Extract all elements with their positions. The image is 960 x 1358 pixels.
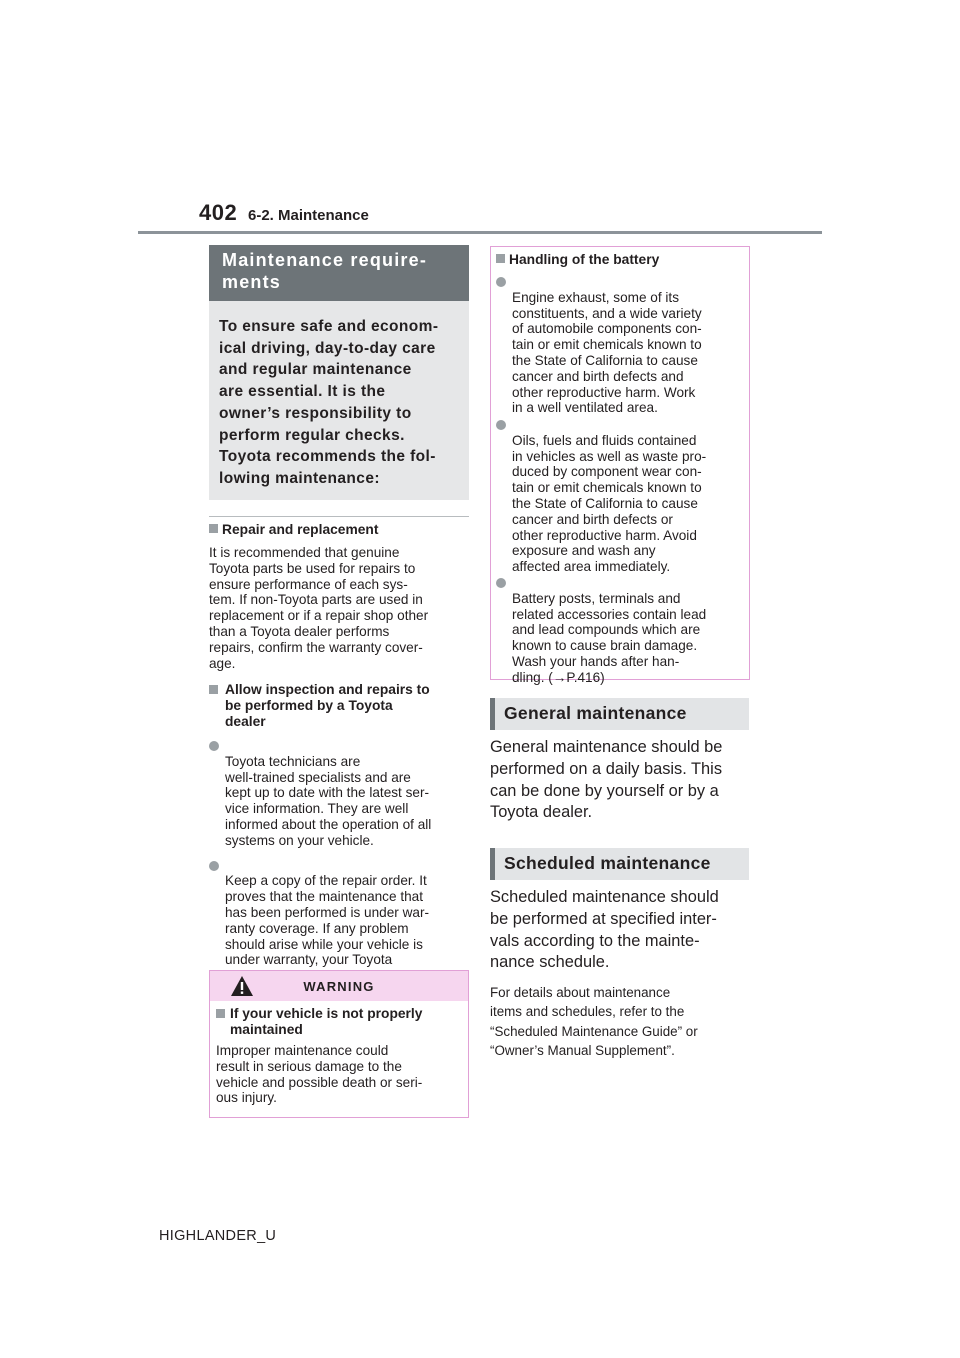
inspection-heading: Allow inspection and repairs to be performed by a Toyota dealer xyxy=(209,682,469,730)
warning-title: WARNING xyxy=(303,979,375,994)
maintenance-requirements-title: Maintenance require- ments xyxy=(222,250,428,292)
general-maintenance-title: General maintenance xyxy=(504,703,687,723)
warning-header xyxy=(210,971,468,1001)
footer-model: HIGHLANDER_U xyxy=(159,1228,277,1244)
battery-box xyxy=(490,246,750,685)
divider xyxy=(209,516,469,517)
bullet-dot-icon xyxy=(496,277,506,287)
scheduled-maintenance-text: Scheduled maintenance should be performed at specified inter- vals according to the mainte- nance schedule. xyxy=(490,888,719,972)
list-item: Battery posts, terminals and related accessories contain lead and lead compounds which are known to cause brain damage. Wash your hands after han- dling. (→P.416) xyxy=(496,575,760,686)
scheduled-maintenance-note: For details about maintenance items and schedules, refer to the “Scheduled Maintenance Guide” or “Owner’s Manual Supplement”. xyxy=(490,985,698,1059)
section-title: 6-2. Maintenance xyxy=(248,207,369,224)
scheduled-maintenance-title: Scheduled maintenance xyxy=(504,853,711,873)
list-item: Oils, fuels and fluids contained in vehicles as well as waste pro- duced by component wear con- tain or emit chemicals known to the State of California to cause cancer and birth defects or other reproductive harm. Avoid exposure and wash any affected area immediately. xyxy=(496,417,760,575)
square-bullet-icon xyxy=(209,524,218,533)
list-item: Engine exhaust, some of its constituents, and a wide variety of automobile components con- tain or emit chemicals known to the State of California to cause cancer and birth defects and other reproductive harm. Work in a well ventilated area. xyxy=(496,274,760,416)
warning-heading: If your vehicle is not properly maintained xyxy=(216,1006,478,1038)
general-maintenance-header xyxy=(490,698,749,730)
intro-box xyxy=(209,301,469,500)
warning-box xyxy=(209,970,469,1118)
battery-heading: Handling of the battery xyxy=(496,252,659,268)
repair-heading: Repair and replacement xyxy=(209,522,469,538)
page-number: 402 xyxy=(199,200,238,225)
warning-text: Improper maintenance could result in serious damage to the vehicle and possible death or seri- ous injury. xyxy=(216,1043,423,1106)
inspection-section xyxy=(209,682,469,984)
general-maintenance-text: General maintenance should be performed on a daily basis. This can be done by yourself or by a Toyota dealer. xyxy=(490,738,723,822)
intro-text: To ensure safe and econom- ical driving, day-to-day care and regular maintenance are essential. It is the owner’s responsibility to perform regular checks. Toyota recommends the fol- lowing maintenance: xyxy=(219,318,439,487)
bullet-dot-icon xyxy=(496,578,506,588)
list-item: Keep a copy of the repair order. It proves that the maintenance that has been performed is under war- ranty coverage. If any problem should arise while your vehicle is under warranty, your Toyota xyxy=(209,858,469,984)
header-rule xyxy=(138,231,822,234)
square-bullet-icon xyxy=(216,1009,225,1018)
maintenance-requirements-header xyxy=(209,245,469,301)
bullet-dot-icon xyxy=(496,420,506,430)
bullet-dot-icon xyxy=(209,861,219,871)
repair-text: It is recommended that genuine Toyota parts be used for repairs to ensure performance of each sys- tem. If non-Toyota parts are used in replacement or if a repair shop other than a Toyota dealer performs repairs, confirm the warranty cover- age. xyxy=(209,545,429,671)
square-bullet-icon xyxy=(496,254,505,263)
list-item: Toyota technicians are well-trained specialists and are kept up to date with the latest ser- vice information. They are well informed about the operation of all systems on your vehicle. xyxy=(209,738,469,849)
bullet-dot-icon xyxy=(209,741,219,751)
repair-section xyxy=(209,522,469,671)
square-bullet-icon xyxy=(209,685,218,694)
scheduled-maintenance-header xyxy=(490,848,749,880)
